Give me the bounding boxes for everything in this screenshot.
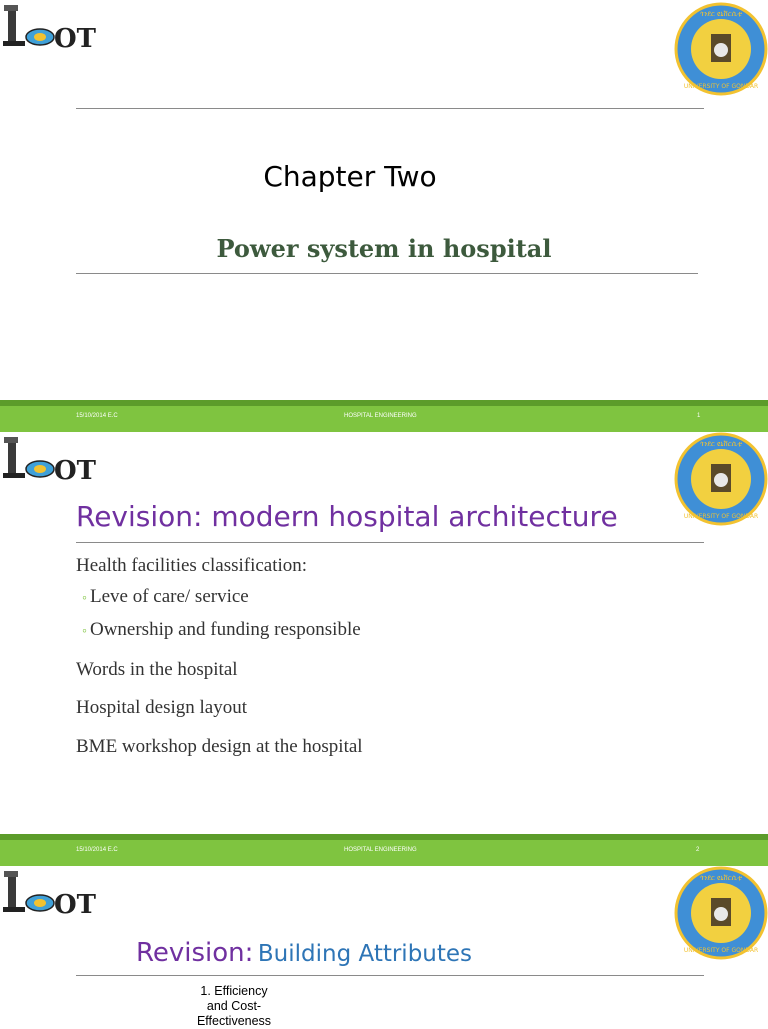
title-main: Building Attributes	[257, 941, 473, 967]
svg-text:ጎንደር ዩኒቨርሲቲ: ጎንደር ዩኒቨርሲቲ	[699, 874, 743, 882]
svg-text:UNIVERSITY OF GONDAR: UNIVERSITY OF GONDAR	[683, 947, 759, 954]
title-rule	[76, 975, 704, 976]
svg-text:OT: OT	[54, 24, 96, 54]
list-item: BME workshop design at the hospital	[76, 736, 363, 757]
svg-text:ጎንደር ዩኒቨርሲቲ: ጎንደር ዩኒቨርሲቲ	[699, 10, 743, 18]
footer-page-number: 1	[697, 413, 701, 419]
slide-footer-1	[0, 400, 768, 432]
iot-logo	[2, 1, 96, 54]
list-item: ◦ Ownership and funding responsible	[82, 619, 361, 640]
attribute-box-text: 1. Efficiency and Cost-Effectiveness	[196, 984, 272, 1028]
subtitle-rule	[76, 273, 698, 274]
footer-page-number: 2	[696, 847, 700, 853]
footer-center-text: HOSPITAL ENGINEERING	[344, 847, 417, 853]
footer-center-text: HOSPITAL ENGINEERING	[344, 413, 417, 419]
slide-footer-2	[0, 834, 768, 866]
list-item: Health facilities classification:	[76, 555, 308, 576]
header-rule	[76, 108, 704, 109]
slide-1	[0, 0, 768, 400]
list-item: Hospital design layout	[76, 697, 247, 718]
university-seal	[674, 2, 768, 96]
bullet-icon: ◦	[82, 591, 87, 606]
svg-text:UNIVERSITY OF GONDAR: UNIVERSITY OF GONDAR	[683, 83, 759, 90]
university-seal	[674, 432, 768, 526]
slide-title: Chapter Two	[263, 160, 437, 193]
list-item: ◦ Leve of care/ service	[82, 586, 249, 607]
footer-date: 15/10/2014 E.C	[76, 413, 118, 419]
slide-subtitle: Power system in hospital	[216, 234, 552, 263]
svg-text:OT: OT	[54, 456, 96, 486]
iot-logo	[2, 433, 96, 486]
title-prefix: Revision:	[136, 938, 254, 968]
svg-text:UNIVERSITY OF GONDAR: UNIVERSITY OF GONDAR	[683, 513, 759, 520]
list-item: Words in the hospital	[76, 659, 238, 680]
svg-text:OT: OT	[54, 890, 96, 920]
svg-text:ጎንደር ዩኒቨርሲቲ: ጎንደር ዩኒቨርሲቲ	[699, 440, 743, 448]
footer-date: 15/10/2014 E.C	[76, 847, 118, 853]
slide-title: Revision: modern hospital architecture	[76, 500, 618, 533]
slide-title	[136, 938, 472, 968]
iot-logo	[2, 867, 96, 920]
university-seal	[674, 866, 768, 960]
bullet-icon: ◦	[82, 624, 87, 639]
title-rule	[76, 542, 704, 543]
